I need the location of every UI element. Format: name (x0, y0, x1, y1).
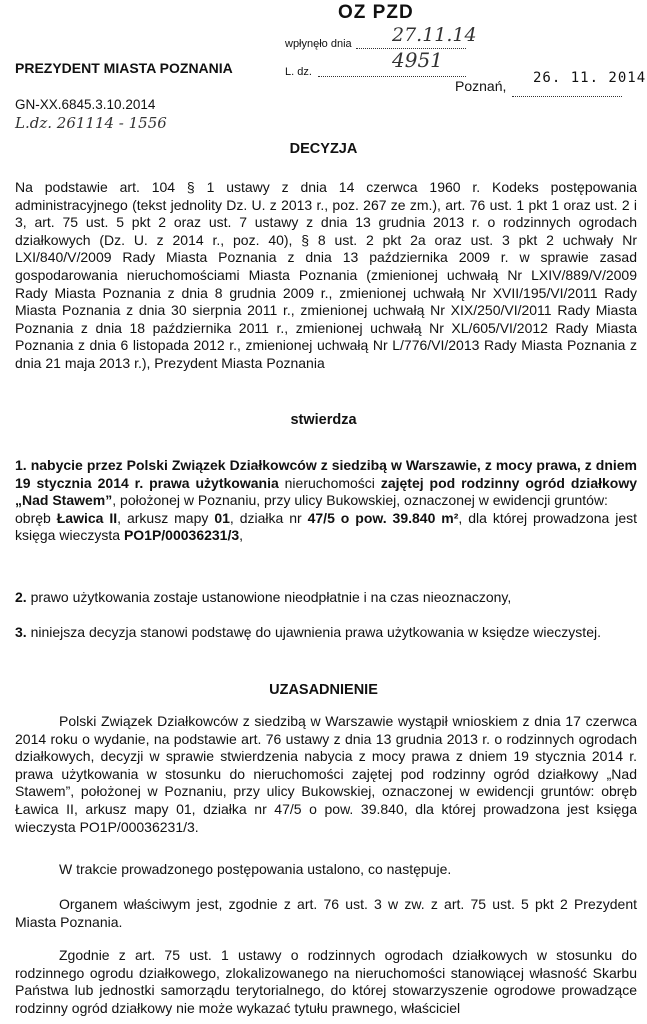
issuer-name: PREZYDENT MIASTA POZNANIA (15, 60, 233, 76)
stamp-title: OZ PZD (338, 2, 414, 23)
point-1-bold-a: nabycie przez Polski Związek Działkowców z siedzibą w Warszawie, z mocy prawa, z dniem 19 stycznia 2014 r. prawa użytkowania (15, 457, 638, 491)
point-1-text-c: obręb (15, 509, 57, 526)
justification-paragraph: W trakcie prowadzonego postępowania ustalono, co następuje. (59, 861, 452, 877)
document-title: DECYZJA (289, 141, 358, 157)
justification-paragraph: Polski Związek Działkowców z siedzibą w Warszawie wystąpił wnioskiem z dnia 17 czerwca 2014 roku o wydanie, na podstawie art. 76 ustawy z dnia 13 grudnia 2013 r. o rodzinnych ogrodach działkowych, decyzji w sprawie stwierdzenia nabycia z mocy prawa z dniem 19 stycznia 2014 r. prawa użytkowania w stosunku do nieruchomości zajętej pod rodzinny ogród działkowy „Nad Stawem”, położonej w Poznaniu, przy ulicy Bukowskiej, oznaczonej w ewidencji gruntów: obręb Ławica II, arkusz mapy 01, działka nr 47/5 o pow. 39.840, dla której prowadzona jest księga wieczysta PO1P/00036231/3. (15, 713, 637, 835)
place-text: Poznań, (455, 78, 507, 94)
point-2-text: prawo użytkowania zostaje ustanowione nieodpłatnie i na czas nieoznaczony, (26, 589, 512, 605)
reference-number: GN-XX.6845.3.10.2014 (15, 97, 156, 112)
point-1-text-f: , dla której prowadzona jest księga wieczysta (15, 509, 638, 544)
justification-paragraph: Organem właściwym jest, zgodnie z art. 76 ust. 3 w zw. z art. 75 ust. 5 pkt 2 Prezydent Miasta Poznania. (15, 896, 637, 930)
reference-handwritten: L.dz. 261114 - 1556 (15, 114, 167, 132)
point-1-text-d: , arkusz mapy (117, 509, 215, 526)
decision-point-1 (15, 457, 637, 545)
stwierdza-heading: stwierdza (290, 412, 357, 428)
point-1-text-a: nieruchomości (278, 474, 381, 491)
place-label (455, 78, 506, 94)
point-1-bold-d: 01 (214, 509, 230, 526)
decision-point-3 (15, 624, 637, 642)
point-1-text-b: , położonej w Poznaniu, przy ulicy Bukowskiej, oznaczonej w ewidencji gruntów: (112, 492, 608, 509)
point-1-bold-c: Ławica II (56, 509, 118, 526)
stamp-ld-value: 4951 (392, 48, 443, 72)
point-1-bold-b: zajętej pod rodzinny ogród działkowy „Nad Stawem” (15, 474, 638, 509)
stamp-received-value: 27.11.14 (392, 24, 477, 46)
point-1-text-e: , działka nr (229, 509, 308, 526)
point-1-bold-e: 47/5 o pow. 39.840 m² (307, 509, 459, 526)
stamp-ld-label: L. dz. (285, 66, 312, 78)
stamp-received-label: wpłynęło dnia (285, 38, 352, 50)
point-3-text: niniejsza decyzja stanowi podstawę do ujawnienia prawa użytkowania w księdze wieczystej. (26, 624, 601, 640)
point-1-text-g: , (239, 527, 244, 544)
date-stamp: 26. 11. 2014 (533, 70, 647, 86)
justification-title: UZASADNIENIE (269, 682, 378, 698)
decision-point-2 (15, 589, 637, 607)
legal-basis-paragraph: Na podstawie art. 104 § 1 ustawy z dnia 14 czerwca 1960 r. Kodeks postępowania administracyjnego (tekst jednolity Dz. U. z 2013 r., poz. 267 ze zm.), art. 76 ust. 1 pkt 1 oraz ust. 2 i 3, art. 75 ust. 5 pkt 2 oraz ust. 7 ustawy z dnia 13 grudnia 2013 r. o rodzinnych ogrodach działkowych (Dz. U. z 2014 r., poz. 40), § 8 ust. 2 pkt 2a oraz ust. 3 pkt 2 uchwały Nr LXI/840/V/2009 Rady Miasta Poznania z dnia 13 października 2009 r. w sprawie zasad gospodarowania nieruchomościami Miasta Poznania (zmienionej uchwałą Nr LXIV/889/V/2009 Rady Miasta Poznania z dnia 8 grudnia 2009 r., zmienionej uchwałą Nr XVII/195/VI/2011 Rady Miasta Poznania z dnia 30 sierpnia 2011 r., zmienionej uchwałą Nr XIX/250/VI/2011 Rady Miasta Poznania z dnia 18 października 2011 r., zmienionej uchwałą Nr XL/605/VI/2012 Rady Miasta Poznania z dnia 6 listopada 2012 r., zmienionej uchwałą Nr L/776/VI/2013 Rady Miasta Poznania z dnia 21 maja 2013 r.), Prezydent Miasta Poznania (15, 179, 637, 371)
point-1-number: 1. (15, 457, 27, 473)
date-line (512, 86, 622, 97)
point-2-number: 2. (15, 589, 27, 605)
point-1-bold-f: PO1P/00036231/3 (123, 527, 240, 544)
justification-paragraph: Zgodnie z art. 75 ust. 1 ustawy o rodzinnych ogrodach działkowych w stosunku do rodzinnego ogrodu działkowego, zlokalizowanego na nieruchomości stanowiącej własność Skarbu Państwa lub jednostki samorządu terytorialnego, do której stowarzyszenie ogrodowe prowadzące rodzinny ogród działkowy nie może wykazać tytułu prawnego, właściciel (15, 947, 637, 1016)
point-3-number: 3. (15, 624, 27, 640)
